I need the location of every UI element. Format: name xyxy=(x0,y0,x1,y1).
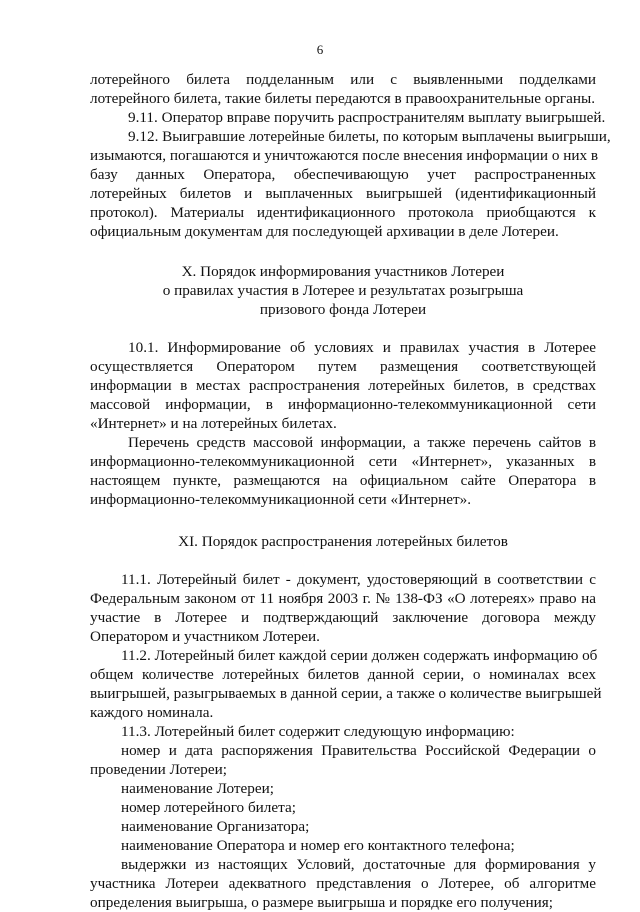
paragraph-11-1-line: участие в Лотерее и подтверждающий заключение договора между xyxy=(90,609,596,626)
paragraph-11-2-line: 11.2. Лотерейный билет каждой серии должен содержать информацию об xyxy=(121,647,598,664)
list-item: наименование Лотереи; xyxy=(121,780,274,797)
paragraph-9-12-line: протокол). Материалы идентификационного протокола приобщаются к xyxy=(90,204,596,221)
page-number: 6 xyxy=(316,42,324,57)
paragraph-9-12-line: базу данных Оператора, обеспечивающую учет распространенных xyxy=(90,166,596,183)
paragraph-11-1-line: Оператором и участником Лотереи. xyxy=(90,628,320,645)
section-x-heading: о правилах участия в Лотерее и результатах розыгрыша xyxy=(162,282,524,299)
paragraph-11-2-line: каждого номинала. xyxy=(90,704,214,721)
paragraph-11-1-line: 11.1. Лотерейный билет - документ, удостоверяющий в соответствии с xyxy=(121,571,596,588)
list-item: проведении Лотереи; xyxy=(90,761,227,778)
paragraph-10-1-line: осуществляется Оператором путем размещения соответствующей xyxy=(90,358,596,375)
paragraph-11-2-line: выигрышей, разыгрываемых в данной серии, а также о количестве выигрышей xyxy=(90,685,602,702)
paragraph-media-line: информационно-телекоммуникационной сети «Интернет». xyxy=(90,491,472,508)
paragraph-10-1-line: 10.1. Информирование об условиях и правилах участия в Лотерее xyxy=(128,339,596,356)
paragraph-9-12-line: изымаются, погашаются и уничтожаются после внесения информации о них в xyxy=(90,147,599,164)
list-item: номер лотерейного билета; xyxy=(121,799,296,816)
paragraph-9-12-line: 9.12. Выигравшие лотерейные билеты, по которым выплачены выигрыши, xyxy=(128,128,611,145)
list-item: наименование Организатора; xyxy=(121,818,310,835)
paragraph-11-2-line: общем количестве лотерейных билетов данной серии, о номиналах всех xyxy=(90,666,596,683)
text-line: лотерейного билета, такие билеты передаются в правоохранительные органы. xyxy=(90,90,596,107)
paragraph-media-line: настоящем пункте, размещаются на официальном сайте Оператора в xyxy=(90,472,596,489)
paragraph-10-1-line: информации в местах распространения лотерейных билетов, в средствах xyxy=(90,377,596,394)
section-x-heading: призового фонда Лотереи xyxy=(259,301,427,318)
paragraph-9-12-line: официальным документам для последующей архивации в деле Лотереи. xyxy=(90,223,559,240)
paragraph-9-11: 9.11. Оператор вправе поручить распространителям выплату выигрышей. xyxy=(128,109,606,126)
paragraph-11-3: 11.3. Лотерейный билет содержит следующую информацию: xyxy=(121,723,515,740)
section-xi-heading: XI. Порядок распространения лотерейных билетов xyxy=(178,533,508,550)
list-item: выдержки из настоящих Условий, достаточные для формирования у xyxy=(121,856,596,873)
section-x-heading: X. Порядок информирования участников Лотереи xyxy=(181,263,505,280)
paragraph-10-1-line: «Интернет» и на лотерейных билетах. xyxy=(90,415,337,432)
paragraph-media-line: информационно-телекоммуникационной сети «Интернет», указанных в xyxy=(90,453,596,470)
list-item: номер и дата распоряжения Правительства Российской Федерации о xyxy=(121,742,596,759)
list-item: наименование Оператора и номер его контактного телефона; xyxy=(121,837,515,854)
paragraph-9-12-line: лотерейных билетов и выплаченных выигрышей (идентификационный xyxy=(90,185,596,202)
paragraph-10-1-line: массовой информации, в информационно-телекоммуникационной сети xyxy=(90,396,596,413)
list-item: определения выигрыша, о размере выигрыша и порядке его получения; xyxy=(90,894,554,911)
text-line: лотерейного билета подделанным или с выявленными подделками xyxy=(90,71,596,88)
paragraph-media-line: Перечень средств массовой информации, а также перечень сайтов в xyxy=(128,434,596,451)
paragraph-11-1-line: Федеральным законом от 11 ноября 2003 г. № 138-ФЗ «О лотереях» право на xyxy=(90,590,596,607)
list-item: участника Лотереи адекватного представления о Лотерее, об алгоритме xyxy=(90,875,596,892)
